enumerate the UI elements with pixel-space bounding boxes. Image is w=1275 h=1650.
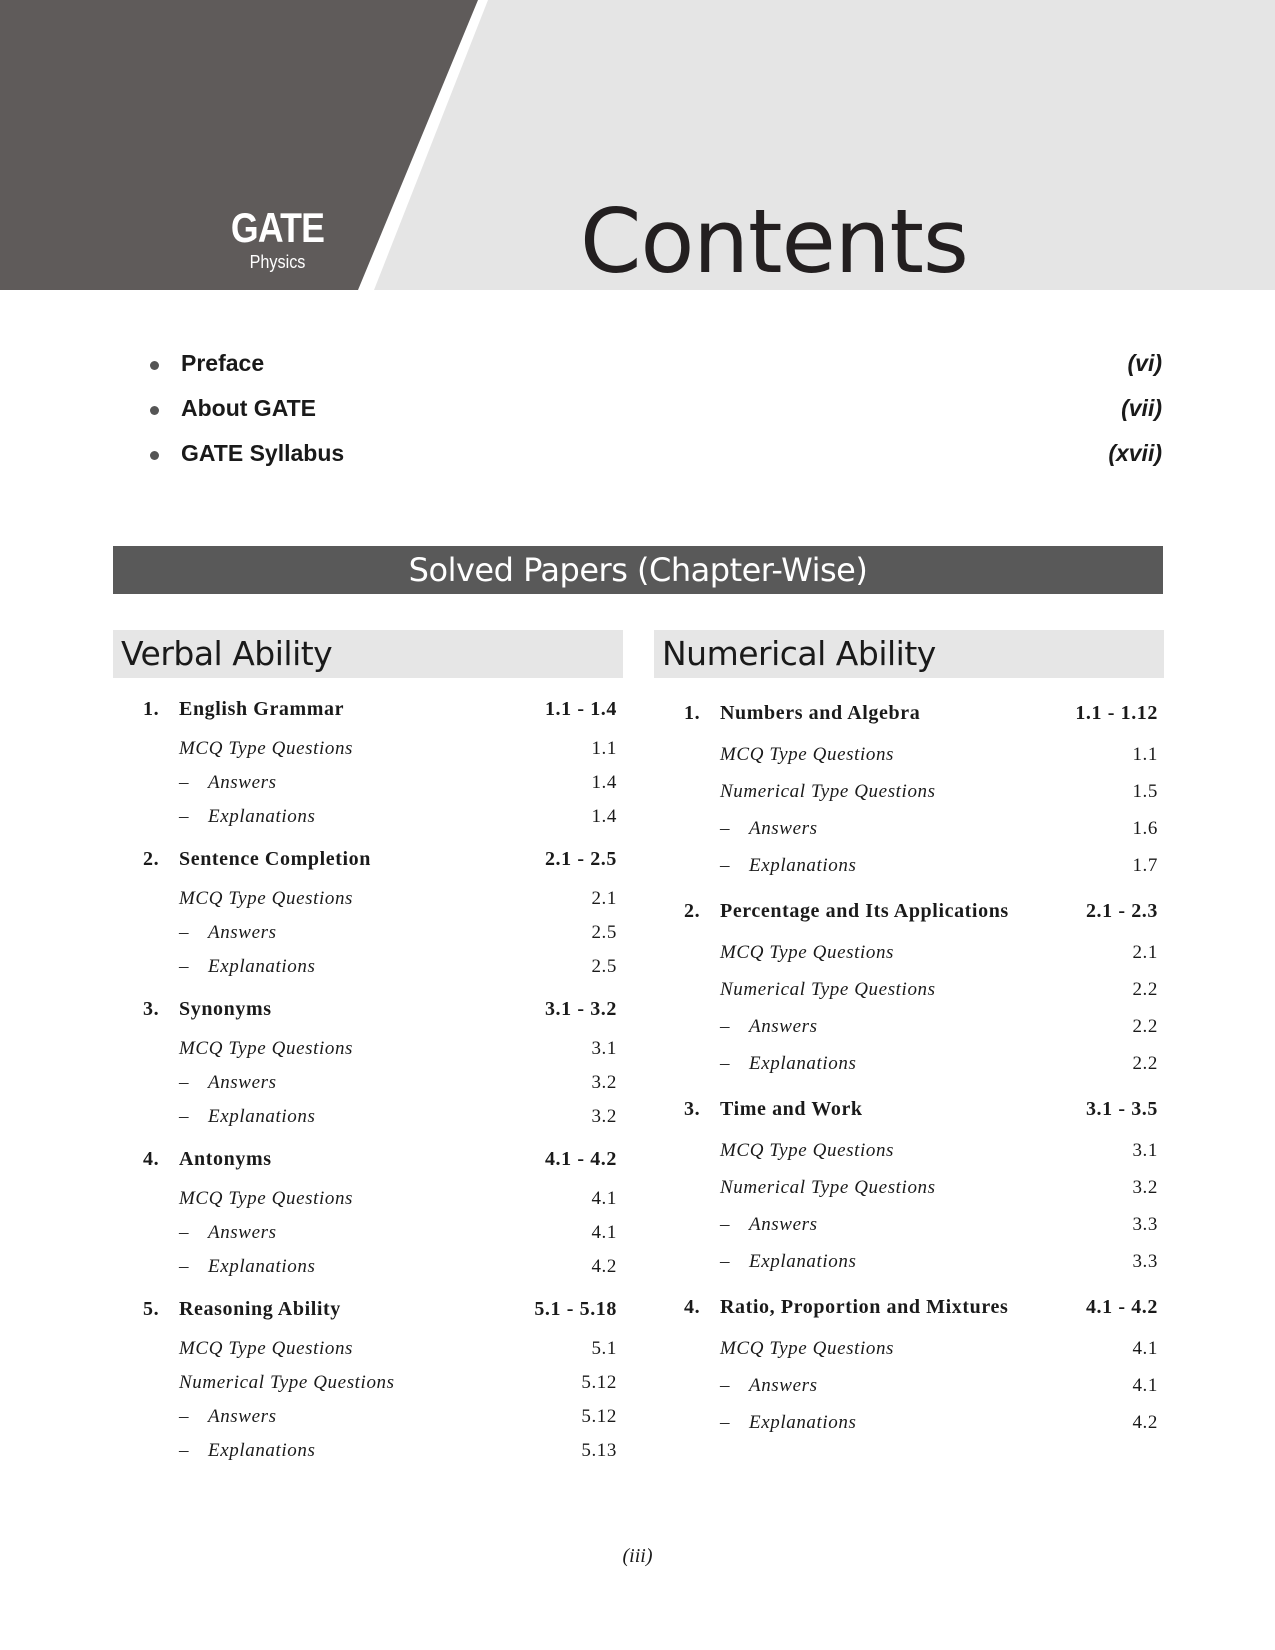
dash-marker: – bbox=[720, 1053, 731, 1074]
item-label: Explanations bbox=[208, 1256, 316, 1277]
front-matter-list bbox=[150, 350, 1162, 485]
item-page: 1.1 bbox=[1132, 744, 1158, 765]
toc-item[interactable] bbox=[113, 922, 623, 956]
front-matter-label: About GATE bbox=[181, 395, 316, 421]
chapter-title: Percentage and Its Applications bbox=[720, 900, 1009, 922]
toc-item[interactable] bbox=[654, 1338, 1164, 1375]
toc-item[interactable] bbox=[113, 1406, 623, 1440]
item-label: Answers bbox=[749, 1016, 818, 1037]
toc-item[interactable] bbox=[654, 1177, 1164, 1214]
dash-marker: – bbox=[720, 1016, 731, 1037]
item-page: 5.12 bbox=[581, 1372, 617, 1393]
chapter-page-range: 2.1 - 2.3 bbox=[1085, 900, 1158, 922]
section-banner: Solved Papers (Chapter-Wise) bbox=[113, 546, 1163, 594]
item-label: Explanations bbox=[749, 855, 857, 876]
item-page: 1.4 bbox=[591, 806, 617, 827]
chapter-entry[interactable] bbox=[654, 1296, 1164, 1338]
item-page: 1.6 bbox=[1132, 818, 1158, 839]
item-label: MCQ Type Questions bbox=[720, 1140, 895, 1161]
chapter-entry[interactable] bbox=[113, 848, 623, 888]
bullet-icon bbox=[150, 406, 159, 415]
chapter-title: Synonyms bbox=[179, 998, 272, 1020]
verbal-ability-column bbox=[113, 630, 623, 1482]
front-matter-page: (vi) bbox=[1127, 350, 1162, 376]
item-label: MCQ Type Questions bbox=[179, 1188, 354, 1209]
item-label: MCQ Type Questions bbox=[179, 1338, 354, 1359]
chapter-number: 1. bbox=[684, 702, 701, 724]
chapter-page-range: 4.1 - 4.2 bbox=[1085, 1296, 1158, 1318]
item-label: Explanations bbox=[749, 1412, 857, 1433]
item-label: MCQ Type Questions bbox=[179, 738, 354, 759]
item-label: Answers bbox=[208, 1406, 277, 1427]
dash-marker: – bbox=[179, 1440, 190, 1461]
item-page: 4.2 bbox=[1132, 1412, 1158, 1433]
toc-item[interactable] bbox=[113, 1338, 623, 1372]
item-label: Explanations bbox=[208, 1440, 316, 1461]
toc-item[interactable] bbox=[113, 1072, 623, 1106]
item-label: Numerical Type Questions bbox=[179, 1372, 395, 1393]
item-page: 3.3 bbox=[1132, 1214, 1158, 1235]
chapter-title: Antonyms bbox=[179, 1148, 272, 1170]
dash-marker: – bbox=[720, 818, 731, 839]
column-heading: Numerical Ability bbox=[654, 630, 1164, 678]
item-label: MCQ Type Questions bbox=[179, 1038, 354, 1059]
chapter-title: Ratio, Proportion and Mixtures bbox=[720, 1296, 1009, 1318]
item-label: MCQ Type Questions bbox=[720, 744, 895, 765]
item-page: 2.5 bbox=[591, 956, 617, 977]
toc-item[interactable] bbox=[654, 979, 1164, 1016]
dash-marker: – bbox=[720, 1412, 731, 1433]
chapter-entry[interactable] bbox=[113, 1298, 623, 1338]
dash-marker: – bbox=[179, 1222, 190, 1243]
toc-item[interactable] bbox=[113, 1440, 623, 1482]
item-label: Explanations bbox=[749, 1251, 857, 1272]
brand-subtitle: Physics bbox=[249, 252, 306, 272]
toc-item[interactable] bbox=[654, 855, 1164, 900]
dash-marker: – bbox=[179, 806, 190, 827]
dash-marker: – bbox=[179, 1406, 190, 1427]
chapter-number: 2. bbox=[684, 900, 701, 922]
toc-item[interactable] bbox=[654, 1053, 1164, 1098]
toc-item[interactable] bbox=[654, 1214, 1164, 1251]
item-label: Numerical Type Questions bbox=[720, 1177, 936, 1198]
front-matter-page: (xvii) bbox=[1108, 440, 1162, 466]
toc-item[interactable] bbox=[654, 744, 1164, 781]
toc-item[interactable] bbox=[113, 1188, 623, 1222]
chapter-number: 5. bbox=[143, 1298, 160, 1320]
dash-marker: – bbox=[720, 1375, 731, 1396]
dash-marker: – bbox=[720, 1214, 731, 1235]
toc-item[interactable] bbox=[113, 738, 623, 772]
item-page: 2.1 bbox=[1132, 942, 1158, 963]
chapter-page-range: 1.1 - 1.12 bbox=[1075, 702, 1158, 724]
bullet-icon bbox=[150, 451, 159, 460]
chapter-page-range: 5.1 - 5.18 bbox=[534, 1298, 617, 1320]
chapter-number: 2. bbox=[143, 848, 160, 870]
chapter-number: 3. bbox=[143, 998, 160, 1020]
item-page: 5.13 bbox=[581, 1440, 617, 1461]
item-label: Answers bbox=[749, 1375, 818, 1396]
item-page: 2.5 bbox=[591, 922, 617, 943]
item-label: Answers bbox=[208, 772, 277, 793]
item-label: Answers bbox=[208, 1072, 277, 1093]
item-page: 3.3 bbox=[1132, 1251, 1158, 1272]
chapter-page-range: 4.1 - 4.2 bbox=[544, 1148, 617, 1170]
chapter-entry[interactable] bbox=[654, 1098, 1164, 1140]
item-page: 2.2 bbox=[1132, 1053, 1158, 1074]
item-label: Answers bbox=[749, 818, 818, 839]
toc-item[interactable] bbox=[113, 1106, 623, 1148]
chapter-page-range: 2.1 - 2.5 bbox=[544, 848, 617, 870]
toc-item[interactable] bbox=[654, 942, 1164, 979]
chapter-number: 3. bbox=[684, 1098, 701, 1120]
page-header bbox=[0, 0, 1275, 293]
item-page: 3.2 bbox=[591, 1106, 617, 1127]
item-page: 4.1 bbox=[591, 1222, 617, 1243]
item-page: 5.1 bbox=[591, 1338, 617, 1359]
toc-item[interactable] bbox=[113, 1222, 623, 1256]
front-matter-label: Preface bbox=[181, 350, 265, 376]
numerical-ability-column bbox=[654, 630, 1164, 1457]
chapter-title: Numbers and Algebra bbox=[720, 702, 921, 724]
front-matter-item[interactable] bbox=[150, 395, 1162, 440]
front-matter-label: GATE Syllabus bbox=[181, 440, 345, 466]
dash-marker: – bbox=[720, 855, 731, 876]
item-label: Explanations bbox=[208, 1106, 316, 1127]
item-page: 3.2 bbox=[1132, 1177, 1158, 1198]
column-heading: Verbal Ability bbox=[113, 630, 623, 678]
item-label: MCQ Type Questions bbox=[720, 1338, 895, 1359]
chapter-page-range: 3.1 - 3.5 bbox=[1085, 1098, 1158, 1120]
chapter-number: 1. bbox=[143, 698, 160, 720]
item-page: 1.4 bbox=[591, 772, 617, 793]
toc-item[interactable] bbox=[113, 956, 623, 998]
item-page: 3.1 bbox=[591, 1038, 617, 1059]
page-title: Contents bbox=[580, 190, 968, 293]
dash-marker: – bbox=[179, 956, 190, 977]
chapter-page-range: 1.1 - 1.4 bbox=[544, 698, 617, 720]
chapter-entry[interactable] bbox=[113, 998, 623, 1038]
front-matter-page: (vii) bbox=[1121, 395, 1162, 421]
item-page: 2.1 bbox=[591, 888, 617, 909]
dash-marker: – bbox=[179, 1256, 190, 1277]
chapter-number: 4. bbox=[684, 1296, 701, 1318]
chapter-entry[interactable] bbox=[113, 698, 623, 738]
item-label: Answers bbox=[208, 922, 277, 943]
item-label: Numerical Type Questions bbox=[720, 979, 936, 1000]
item-page: 1.1 bbox=[591, 738, 617, 759]
item-label: Explanations bbox=[208, 956, 316, 977]
chapter-title: English Grammar bbox=[179, 698, 345, 720]
item-label: Numerical Type Questions bbox=[720, 781, 936, 802]
chapter-entry[interactable] bbox=[654, 900, 1164, 942]
item-page: 3.1 bbox=[1132, 1140, 1158, 1161]
item-label: Explanations bbox=[208, 806, 316, 827]
front-matter-item[interactable] bbox=[150, 350, 1162, 395]
chapter-entry[interactable] bbox=[654, 702, 1164, 744]
toc-item[interactable] bbox=[113, 806, 623, 848]
toc-item[interactable] bbox=[113, 888, 623, 922]
item-page: 5.12 bbox=[581, 1406, 617, 1427]
item-label: Answers bbox=[749, 1214, 818, 1235]
toc-item[interactable] bbox=[654, 818, 1164, 855]
bullet-icon bbox=[150, 361, 159, 370]
dash-marker: – bbox=[720, 1251, 731, 1272]
dash-marker: – bbox=[179, 1072, 190, 1093]
dash-marker: – bbox=[179, 772, 190, 793]
dash-marker: – bbox=[179, 1106, 190, 1127]
item-label: Explanations bbox=[749, 1053, 857, 1074]
item-label: Answers bbox=[208, 1222, 277, 1243]
item-page: 2.2 bbox=[1132, 1016, 1158, 1037]
item-page: 4.1 bbox=[1132, 1375, 1158, 1396]
chapter-title: Sentence Completion bbox=[179, 848, 371, 870]
toc-item[interactable] bbox=[113, 1372, 623, 1406]
toc-item[interactable] bbox=[654, 1140, 1164, 1177]
chapter-title: Time and Work bbox=[720, 1098, 863, 1120]
item-label: MCQ Type Questions bbox=[179, 888, 354, 909]
toc-item[interactable] bbox=[654, 1412, 1164, 1457]
toc-item[interactable] bbox=[654, 1016, 1164, 1053]
item-page: 4.1 bbox=[591, 1188, 617, 1209]
dash-marker: – bbox=[179, 922, 190, 943]
brand-title: GATE bbox=[230, 204, 325, 251]
item-page: 1.5 bbox=[1132, 781, 1158, 802]
item-page: 3.2 bbox=[591, 1072, 617, 1093]
item-label: MCQ Type Questions bbox=[720, 942, 895, 963]
item-page: 4.1 bbox=[1132, 1338, 1158, 1359]
toc-item[interactable] bbox=[654, 1375, 1164, 1412]
toc-item[interactable] bbox=[113, 1256, 623, 1298]
chapter-page-range: 3.1 - 3.2 bbox=[544, 998, 617, 1020]
chapter-number: 4. bbox=[143, 1148, 160, 1170]
chapter-entry[interactable] bbox=[113, 1148, 623, 1188]
item-page: 2.2 bbox=[1132, 979, 1158, 1000]
toc-item[interactable] bbox=[113, 1038, 623, 1072]
item-page: 4.2 bbox=[591, 1256, 617, 1277]
brand-logo bbox=[200, 205, 355, 273]
page-number: (iii) bbox=[622, 1545, 653, 1567]
item-page: 1.7 bbox=[1132, 855, 1158, 876]
front-matter-item[interactable] bbox=[150, 440, 1162, 485]
toc-item[interactable] bbox=[113, 772, 623, 806]
chapter-title: Reasoning Ability bbox=[179, 1298, 341, 1320]
toc-item[interactable] bbox=[654, 781, 1164, 818]
toc-item[interactable] bbox=[654, 1251, 1164, 1296]
